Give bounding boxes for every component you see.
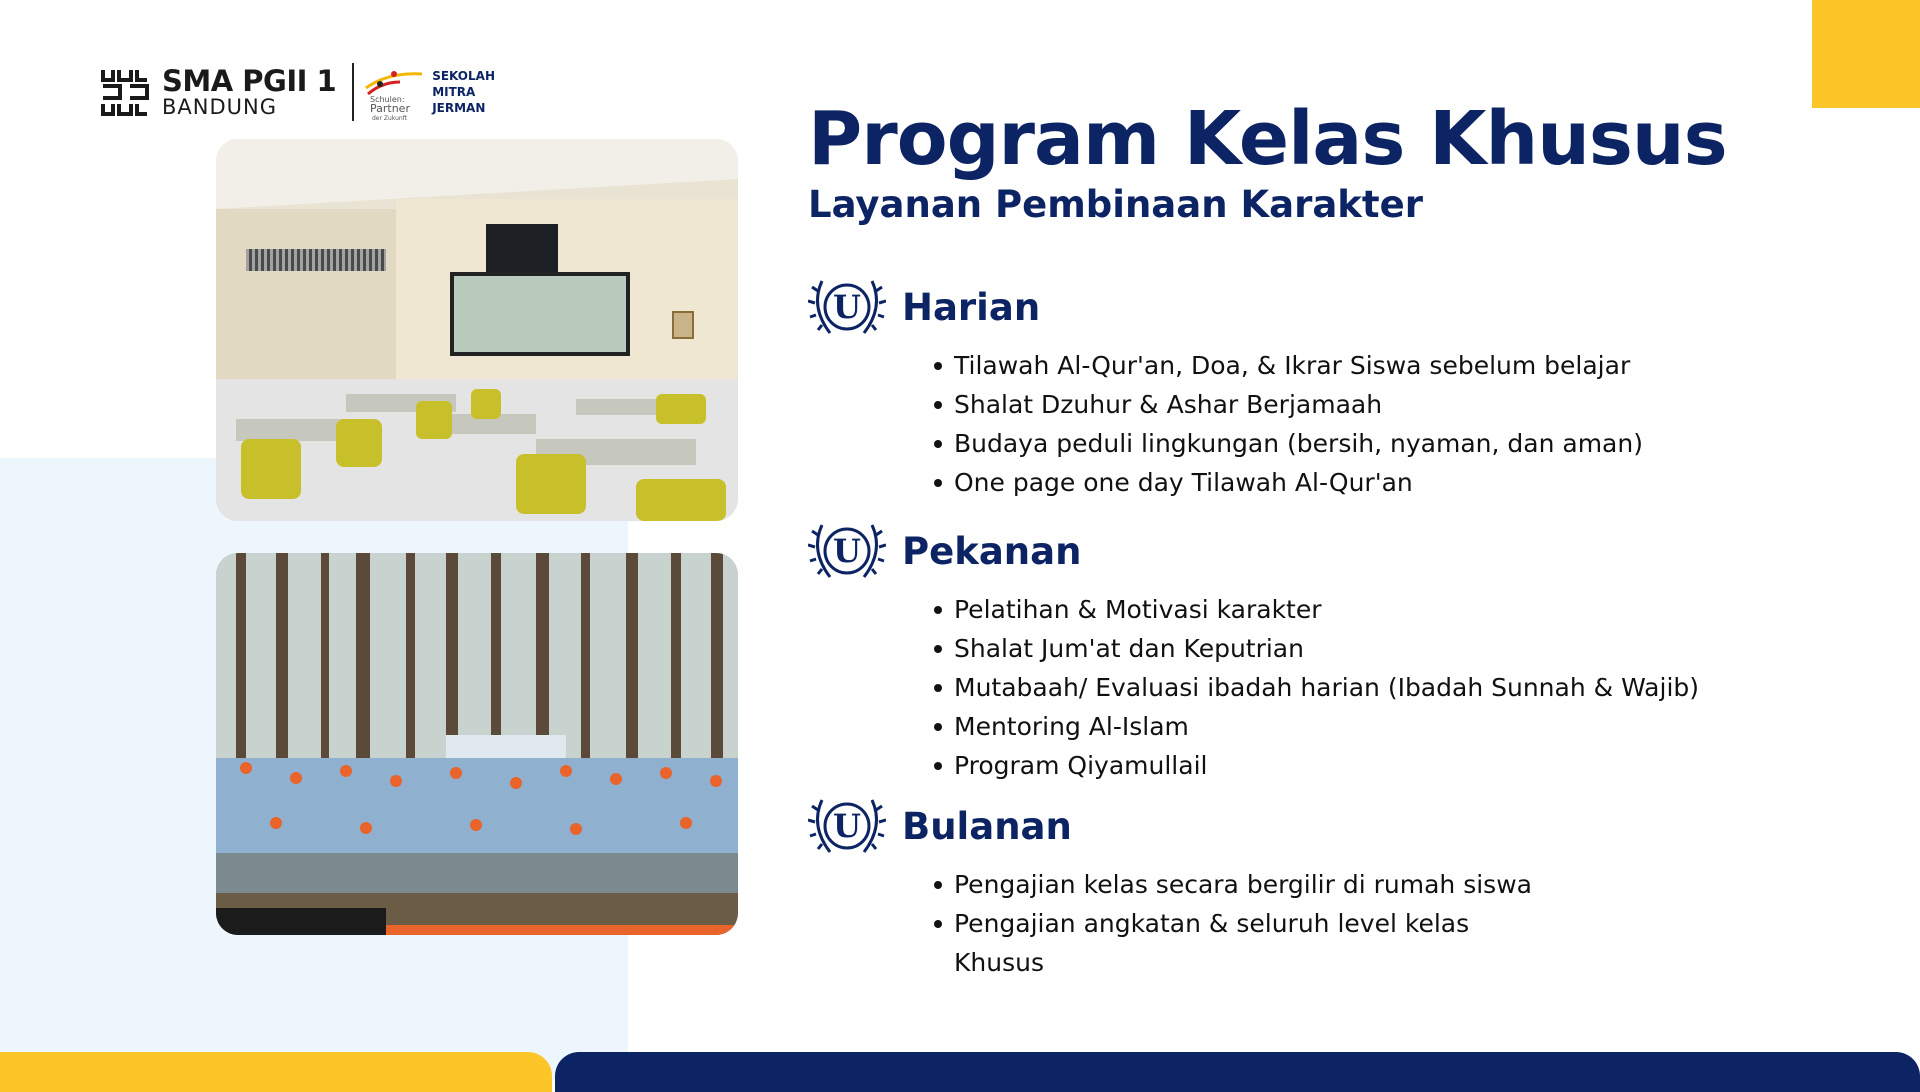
list-item: Mutabaah/ Evaluasi ibadah harian (Ibadah Sunnah & Wajib) xyxy=(954,668,1828,707)
section-title: Pekanan xyxy=(902,529,1082,573)
partner-logo-icon xyxy=(360,62,430,122)
header-logos xyxy=(100,62,495,122)
section-title: Harian xyxy=(902,285,1041,329)
page-subtitle: Layanan Pembinaan Karakter xyxy=(808,183,1423,226)
school-logo-icon xyxy=(100,67,150,117)
list-item: Tilawah Al-Qur'an, Doa, & Ikrar Siswa sebelum belajar xyxy=(954,346,1828,385)
item-list xyxy=(808,346,1828,502)
item-list xyxy=(808,590,1828,785)
corner-accent xyxy=(1812,0,1920,108)
list-item: Pengajian kelas secara bergilir di rumah siswa xyxy=(954,865,1828,904)
laurel-u-icon xyxy=(808,792,886,860)
section-bulanan xyxy=(808,791,1828,982)
item-list xyxy=(808,865,1828,982)
list-item: Budaya peduli lingkungan (bersih, nyaman, dan aman) xyxy=(954,424,1828,463)
list-item: Shalat Dzuhur & Ashar Berjamaah xyxy=(954,385,1828,424)
section-header xyxy=(808,791,1828,861)
partner-logo-text-2: Partner xyxy=(370,102,411,115)
list-item: Mentoring Al-Islam xyxy=(954,707,1828,746)
partner-line-1: SEKOLAH xyxy=(432,69,495,83)
svg-text:U: U xyxy=(833,532,861,570)
forest-group-photo xyxy=(216,553,738,935)
school-title: SMA PGII 1 xyxy=(162,63,337,98)
list-item: Pengajian angkatan & seluruh level kelas Khusus xyxy=(954,904,1494,982)
school-name xyxy=(162,63,337,119)
section-pekanan xyxy=(808,516,1828,785)
partner-line-3: JERMAN xyxy=(432,101,486,115)
section-header xyxy=(808,516,1828,586)
list-item: Shalat Jum'at dan Keputrian xyxy=(954,629,1828,668)
svg-text:U: U xyxy=(833,288,861,326)
section-header xyxy=(808,272,1828,342)
list-item: Pelatihan & Motivasi karakter xyxy=(954,590,1828,629)
footer-bar-yellow xyxy=(0,1052,552,1092)
section-title: Bulanan xyxy=(902,804,1072,848)
partner-text xyxy=(432,68,495,116)
svg-text:U: U xyxy=(833,807,861,845)
list-item: One page one day Tilawah Al-Qur'an xyxy=(954,463,1828,502)
school-city: BANDUNG xyxy=(162,94,278,119)
partner-logo-text-1: Schulen: xyxy=(370,95,405,104)
classroom-photo xyxy=(216,139,738,521)
list-item: Program Qiyamullail xyxy=(954,746,1828,785)
footer-bar-navy xyxy=(555,1052,1920,1092)
page-title: Program Kelas Khusus xyxy=(808,96,1727,182)
laurel-u-icon xyxy=(808,273,886,341)
partner-logo-text-3: der Zukunft xyxy=(372,115,408,122)
laurel-u-icon xyxy=(808,517,886,585)
logo-divider xyxy=(352,63,354,121)
partner-line-2: MITRA xyxy=(432,85,476,99)
section-harian xyxy=(808,272,1828,502)
